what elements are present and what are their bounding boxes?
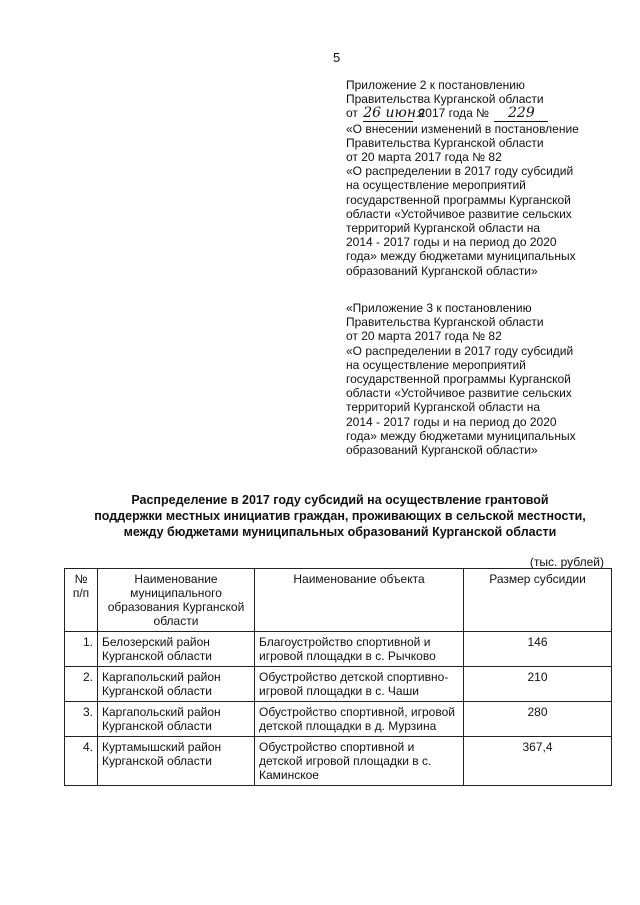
cell-subsidy: 367,4 [464,737,612,786]
table-row [65,702,612,737]
appendix-line: образований Курганской области» [346,443,538,458]
cell-municipality: Куртамышский район Курганской области [98,737,255,786]
cell-object: Обустройство спортивной и детской игровой площадки в с. Каминское [255,737,464,786]
date-prefix: от [346,106,358,121]
cell-object: Обустройство спортивной, игровой детской площадки в д. Мурзина [255,702,464,737]
handwritten-number: 229 [494,106,548,121]
cell-num: 4. [65,737,98,786]
cell-num: 1. [65,632,98,667]
appendix-line: «О распределении в 2017 году субсидий [346,343,574,358]
appendix-line: территорий Курганской области на [346,400,541,415]
appendix-line: Правительства Курганской области [346,92,544,107]
appendix-line: Правительства Курганской области [346,135,544,150]
appendix-3-header [346,301,636,457]
subsidy-table [64,568,612,786]
cell-object: Благоустройство спортивной и игровой площадки в с. Рычково [255,632,464,667]
units-label: (тыс. рублей) [529,555,604,569]
appendix-line: «Приложение 3 к постановлению [346,301,532,315]
appendix-line: территорий Курганской области на [346,221,541,236]
cell-object: Обустройство детской спортивно-игровой площадки в с. Чаши [255,667,464,702]
cell-subsidy: 210 [464,667,612,702]
title-line: поддержки местных инициатив граждан, проживающих в сельской местности, [94,509,586,523]
header-municipality: Наименование муниципального образования Курганской области [98,569,255,632]
appendix-line: на осуществление мероприятий [346,178,526,193]
appendix-date-line [346,106,636,121]
header-num: № п/п [65,569,98,632]
appendix-line: от 20 марта 2017 года № 82 [346,150,502,165]
cell-subsidy: 146 [464,632,612,667]
appendix-line: года» между бюджетами муниципальных [346,249,576,264]
appendix-line: от 20 марта 2017 года № 82 [346,329,502,344]
appendix-line: «О внесении изменений в постановление [346,121,579,136]
appendix-line: Приложение 2 к постановлению [346,78,525,92]
appendix-line: 2014 - 2017 годы и на период до 2020 [346,235,557,250]
cell-num: 2. [65,667,98,702]
table-row [65,737,612,786]
appendix-line: области «Устойчивое развитие сельских [346,206,572,221]
header-subsidy: Размер субсидии [464,569,612,632]
appendix-2-header [346,78,636,278]
table-header-row [65,569,612,632]
appendix-line: государственной программы Курганской [346,372,571,387]
document-title [60,492,620,540]
date-suffix: 2017 года № [418,106,490,121]
title-line: между бюджетами муниципальных образований Курганской области [123,525,557,539]
table-row [65,667,612,702]
appendix-line: 2014 - 2017 годы и на период до 2020 [346,414,557,429]
appendix-line: Правительства Курганской области [346,315,544,330]
appendix-line: образований Курганской области» [346,263,538,278]
cell-municipality: Каргапольский район Курганской области [98,667,255,702]
handwritten-date: 26 июня [363,105,426,122]
page-number: 5 [333,50,341,65]
appendix-line: области «Устойчивое развитие сельских [346,386,572,401]
table-row [65,632,612,667]
cell-subsidy: 280 [464,702,612,737]
cell-municipality: Белозерский район Курганской области [98,632,255,667]
title-line: Распределение в 2017 году субсидий на осуществление грантовой [131,493,549,507]
header-object: Наименование объекта [255,569,464,632]
appendix-line: «О распределении в 2017 году субсидий [346,164,574,179]
cell-municipality: Каргапольский район Курганской области [98,702,255,737]
cell-num: 3. [65,702,98,737]
appendix-line: государственной программы Курганской [346,192,571,207]
appendix-line: года» между бюджетами муниципальных [346,428,576,443]
appendix-line: на осуществление мероприятий [346,357,526,372]
